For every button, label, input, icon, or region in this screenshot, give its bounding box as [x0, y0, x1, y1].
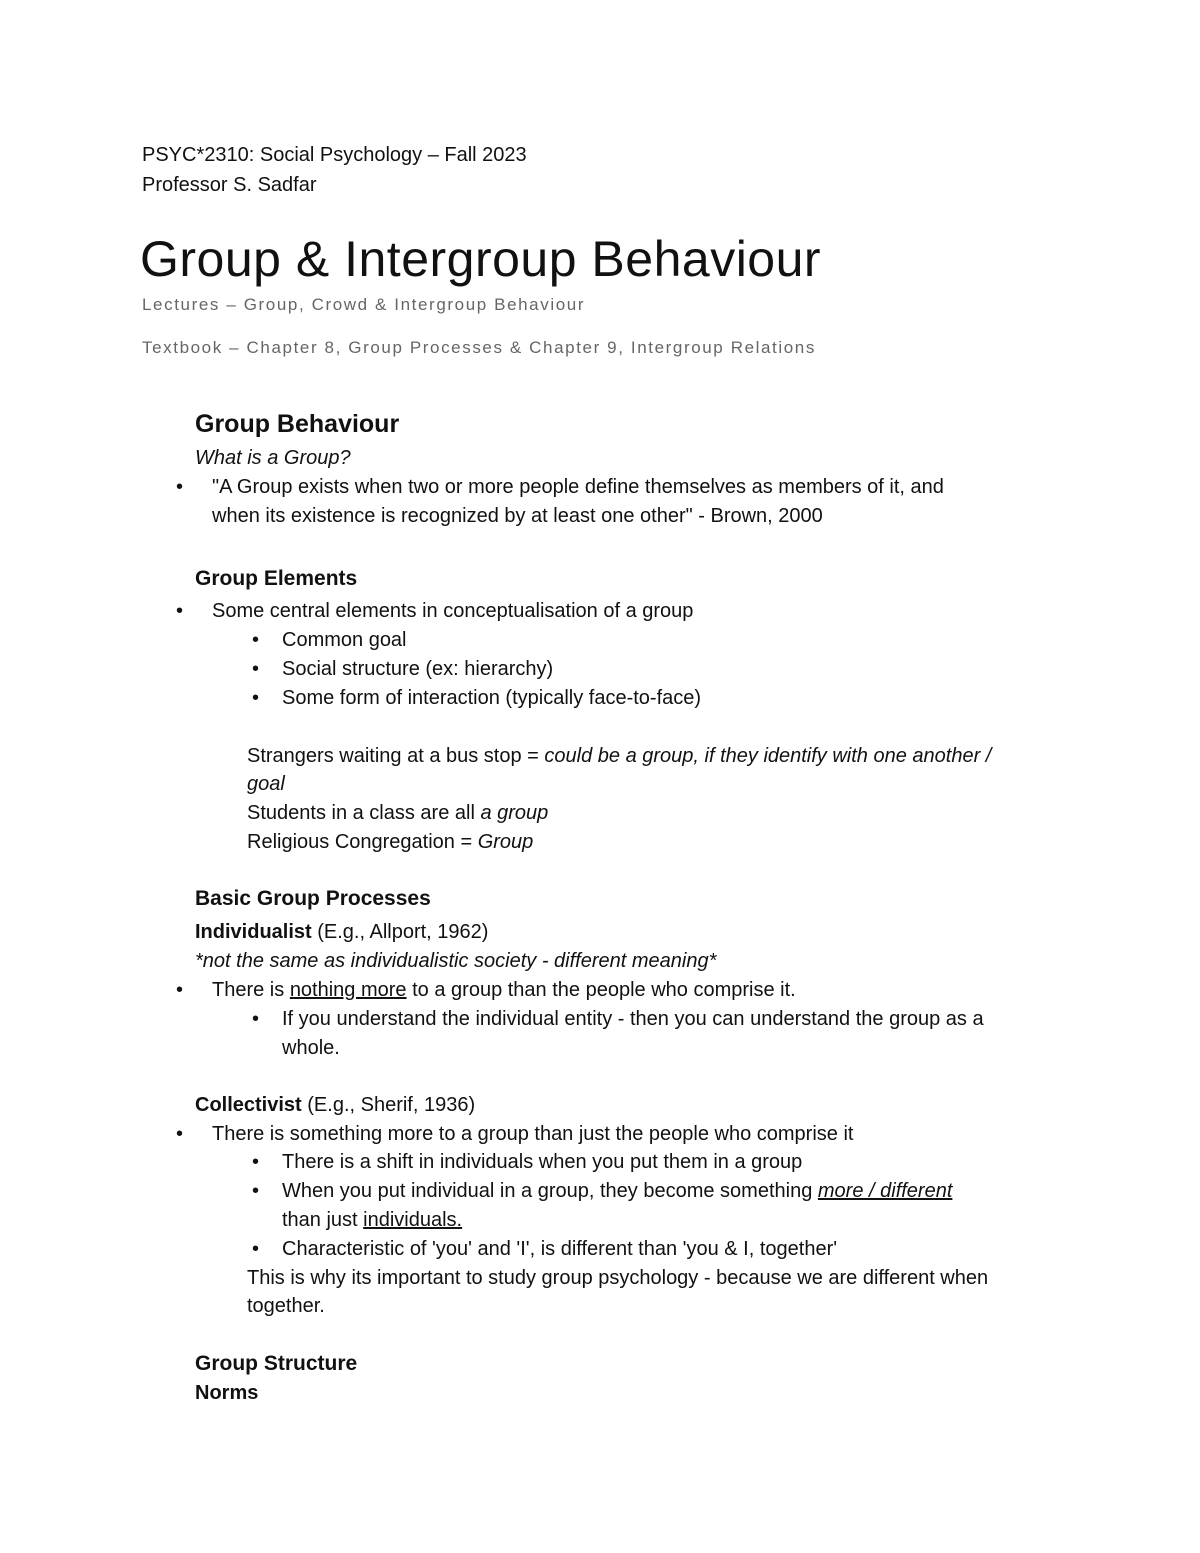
individualist-line: Individualist (E.g., Allport, 1962)	[195, 921, 489, 943]
group-elements-heading: Group Elements	[195, 567, 358, 590]
religious-example: Religious Congregation = Group	[247, 831, 534, 853]
individualist-sub-line1: • If you understand the individual entity - then you can understand the group as a	[282, 1008, 984, 1031]
individualist-sub-line2: whole.	[282, 1037, 340, 1059]
conclusion-line1: This is why its important to study group psychology - because we are different when	[247, 1267, 989, 1289]
individualist-bullet: • There is nothing more to a group than the people who comprise it.	[212, 979, 796, 1002]
collectivist-line: Collectivist (E.g., Sherif, 1936)	[195, 1094, 476, 1116]
students-example: Students in a class are all a group	[247, 802, 549, 824]
brown-quote-line2: when its existence is recognized by at least one other" - Brown, 2000	[212, 505, 823, 527]
collectivist-sub1: • There is a shift in individuals when you put them in a group	[282, 1151, 802, 1174]
collectivist-sub2-cont: than just individuals.	[282, 1209, 463, 1231]
element-item: • Social structure (ex: hierarchy)	[282, 658, 553, 681]
collectivist-bullet: • There is something more to a group than just the people who comprise it	[212, 1123, 853, 1146]
norms-subheading: Norms	[195, 1382, 259, 1404]
lectures-subtitle: Lectures – Group, Crowd & Intergroup Behaviour	[142, 295, 586, 314]
element-item: • Common goal	[282, 629, 407, 652]
collectivist-sub3: • Characteristic of 'you' and 'I', is different than 'you & I, together'	[282, 1238, 837, 1261]
strangers-example: Strangers waiting at a bus stop = could be a group, if they identify with one another /	[247, 745, 992, 767]
textbook-subtitle: Textbook – Chapter 8, Group Processes & Chapter 9, Intergroup Relations	[142, 338, 816, 357]
course-line: PSYC*2310: Social Psychology – Fall 2023	[142, 144, 527, 166]
what-is-group-question: What is a Group?	[195, 447, 351, 469]
collectivist-sub2: • When you put individual in a group, they become something more / different	[282, 1180, 952, 1203]
group-structure-heading: Group Structure	[195, 1352, 358, 1375]
individualist-note: *not the same as individualistic society - different meaning*	[195, 950, 717, 972]
elements-intro: • Some central elements in conceptualisation of a group	[212, 600, 693, 623]
professor-line: Professor S. Sadfar	[142, 174, 317, 196]
element-item: • Some form of interaction (typically face-to-face)	[282, 687, 701, 710]
brown-quote-line1: • "A Group exists when two or more people define themselves as members of it, and	[212, 476, 944, 499]
page-title: Group & Intergroup Behaviour	[140, 231, 822, 287]
strangers-example-cont: goal	[247, 773, 285, 795]
basic-processes-heading: Basic Group Processes	[195, 887, 431, 910]
conclusion-line2: together.	[247, 1295, 325, 1317]
group-behaviour-heading: Group Behaviour	[195, 410, 400, 438]
